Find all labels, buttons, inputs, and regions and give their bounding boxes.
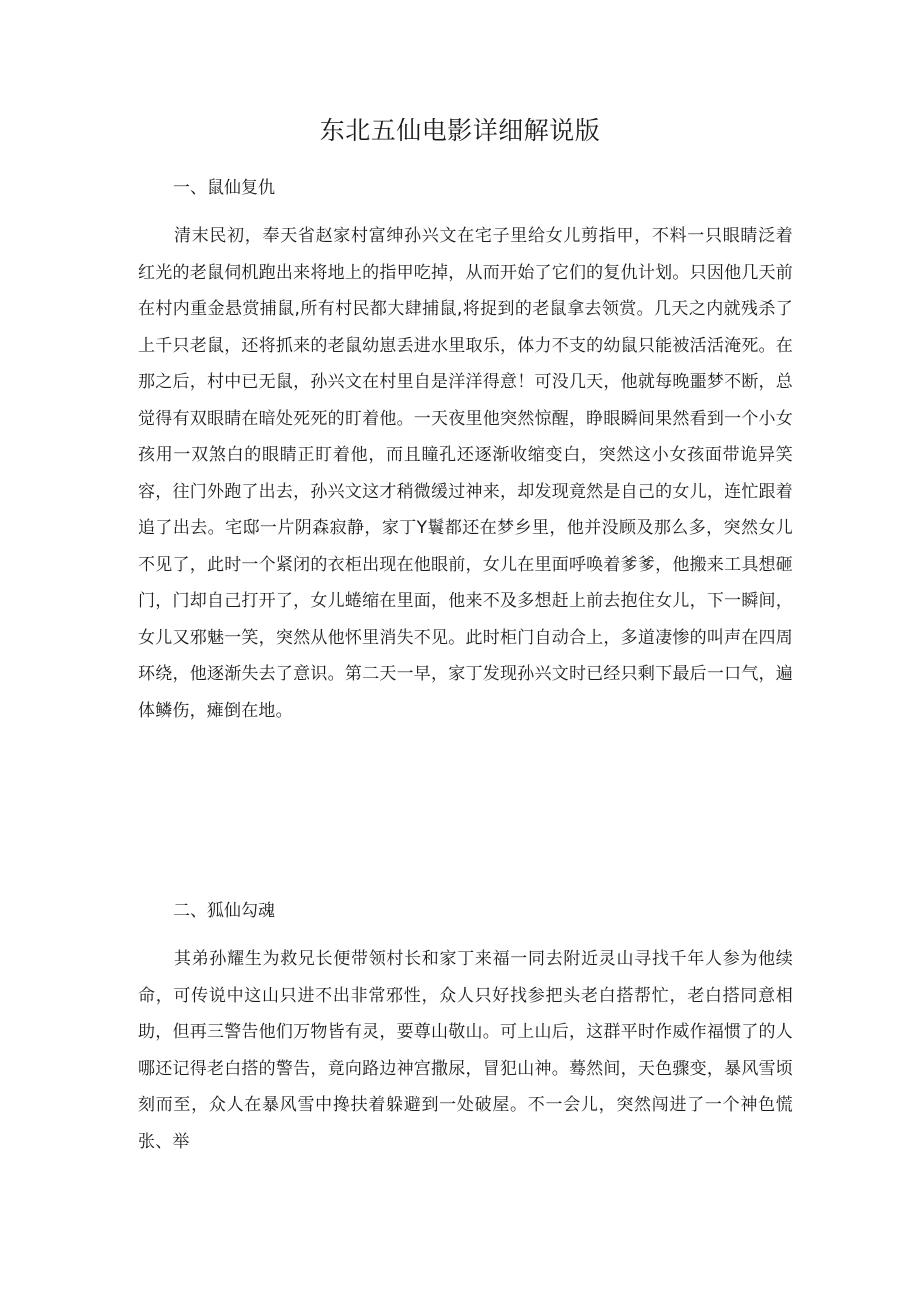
section-paragraph-rat-revenge: 清末民初，奉天省赵家村富绅孙兴文在宅子里给女儿剪指甲，不料一只眼睛泛着红光的老鼠伺机跑出来将地上的指甲吃掉，从而开始了它们的复仇计划。只因他几天前在村内重金悬赏捕鼠,所有村民都大肆捕鼠,将捉到的老鼠拿去领赏。几天之内就残杀了上千只老鼠，还将抓来的老鼠幼崽丢进水里取乐，体力不支的幼鼠只能被活活淹死。在那之后，村中已无鼠，孙兴文在村里自是洋洋得意！可没几天，他就每晚噩梦不断，总觉得有双眼睛在暗处死死的盯着他。一天夜里他突然惊醒，睁眼瞬间果然看到一个小女孩用一双煞白的眼睛正盯着他，而且瞳孔还逐渐收缩变白，突然这小女孩面带诡异笑容，往门外跑了出去，孙兴文这才稍微缓过神来，却发现竟然是自己的女儿，连忙跟着追了出去。宅邸一片阴森寂静，家丁Y鬟都还在梦乡里，他并没顾及那么多，突然女儿不见了，此时一个紧闭的衣柜出现在他眼前，女儿在里面呼唤着爹爹，他搬来工具想砸门，门却自己打开了，女儿蜷缩在里面，他来不及多想赶上前去抱住女儿，下一瞬间，女儿又邪魅一笑，突然从他怀里消失不见。此时柜门自动合上，多道凄惨的叫声在四周环绕，他逐渐失去了意识。第二天一早，家丁发现孙兴文时已经只剩下最后一口气，遍体鳞伤，瘫倒在地。 [138,226,793,721]
section-heading-rat-revenge: 一、鼠仙复仇 [173,178,275,198]
document-title: 东北五仙电影详细解说版 [319,116,601,145]
section-heading-fox-soul: 二、狐仙勾魂 [173,901,275,921]
section-paragraph-fox-soul: 其弟孙耀生为救兄长便带领村长和家丁来福一同去附近灵山寻找千年人参为他续命，可传说中这山只进不出非常邪性，众人只好找参把头老白搭帮忙，老白搭同意相助，但再三警告他们万物皆有灵，要尊山敬山。可上山后，这群平时作威作福惯了的人哪还记得老白搭的警告，竟向路边神宫撒尿，冒犯山神。蓦然间，天色骤变，暴风雪顷刻而至，众人在暴风雪中搀扶着躲避到一处破屋。不一会儿，突然闯进了一个神色慌张、举 [138,949,793,1152]
